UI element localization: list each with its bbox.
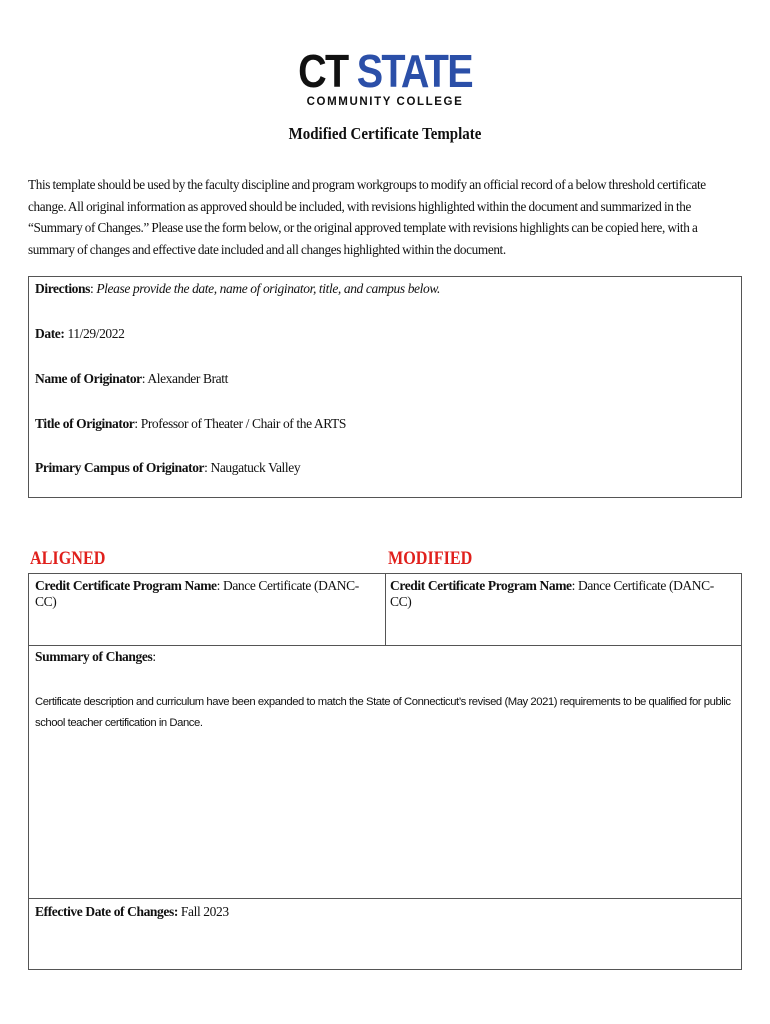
row-divider (29, 898, 741, 899)
campus-label: Primary Campus of Originator (35, 460, 205, 475)
modified-program-value: Dance Certificate (DANC-CC) (390, 578, 714, 609)
intro-paragraph: This template should be used by the faculty discipline and program workgroups to modify an official record of a below threshold certificate change. All original information as approved should be included, with revisions highlighted within the document and summarized in the “Summary of Changes.” Please use the form below, or the original approved template with revisions highlights can be copied here, with a summary of changes and effective date included and all changes highlighted within the document. (28, 177, 706, 257)
column-divider (385, 574, 386, 645)
originator-title-label: Title of Originator (35, 416, 135, 431)
modified-heading: MODIFIED (388, 548, 473, 569)
aligned-program-label: Credit Certificate Program Name (35, 578, 217, 593)
page-title: Modified Certificate Template (288, 124, 482, 143)
date-line (35, 326, 124, 342)
campus-value: Naugatuck Valley (210, 460, 301, 475)
effective-date-value: Fall 2023 (180, 904, 229, 919)
originator-title-value: Professor of Theater / Chair of the ARTS (140, 416, 346, 431)
originator-name-label: Name of Originator (35, 371, 142, 386)
originator-title-line: Title of Originator: Professor of Theater / Chair of the ARTS (35, 416, 346, 431)
logo-state: STATE (356, 45, 472, 97)
logo-ct: CT (298, 45, 348, 97)
college-logo (0, 45, 770, 108)
row-divider (29, 645, 741, 646)
summary-label: Summary of Changes (35, 649, 153, 664)
date-value: 11/29/2022 (67, 326, 125, 341)
aligned-heading: ALIGNED (30, 548, 106, 569)
logo-subtitle: COMMUNITY COLLEGE (306, 96, 464, 108)
summary-text: Certificate description and curriculum have been expanded to match the State of Connecticut’s revised (May 2021) requirements to be qualified for public school teacher certification in Dance. (35, 696, 731, 729)
directions-line: Directions: Please provide the date, name of originator, title, and campus below. (35, 281, 440, 296)
campus-line: Primary Campus of Originator: Naugatuck Valley (35, 460, 301, 475)
effective-date-label: Effective Date of Changes: (35, 904, 178, 919)
program-changes-table (28, 573, 742, 970)
modified-program-label: Credit Certificate Program Name (390, 578, 572, 593)
originator-info-box (28, 276, 742, 498)
modified-program-cell: Credit Certificate Program Name: Dance Certificate (DANC-CC) (390, 578, 714, 609)
summary-heading: Summary of Changes: (35, 649, 156, 664)
effective-date-line (35, 904, 229, 920)
aligned-program-value: Dance Certificate (DANC-CC) (35, 578, 359, 609)
originator-name-value: Alexander Bratt (147, 371, 228, 386)
date-label: Date: (35, 326, 65, 341)
logo-wordmark (298, 45, 472, 97)
directions-label: Directions (35, 281, 90, 296)
directions-text: Please provide the date, name of originator, title, and campus below. (96, 281, 440, 296)
originator-name-line: Name of Originator: Alexander Bratt (35, 371, 228, 386)
aligned-program-cell: Credit Certificate Program Name: Dance Certificate (DANC-CC) (35, 578, 359, 609)
